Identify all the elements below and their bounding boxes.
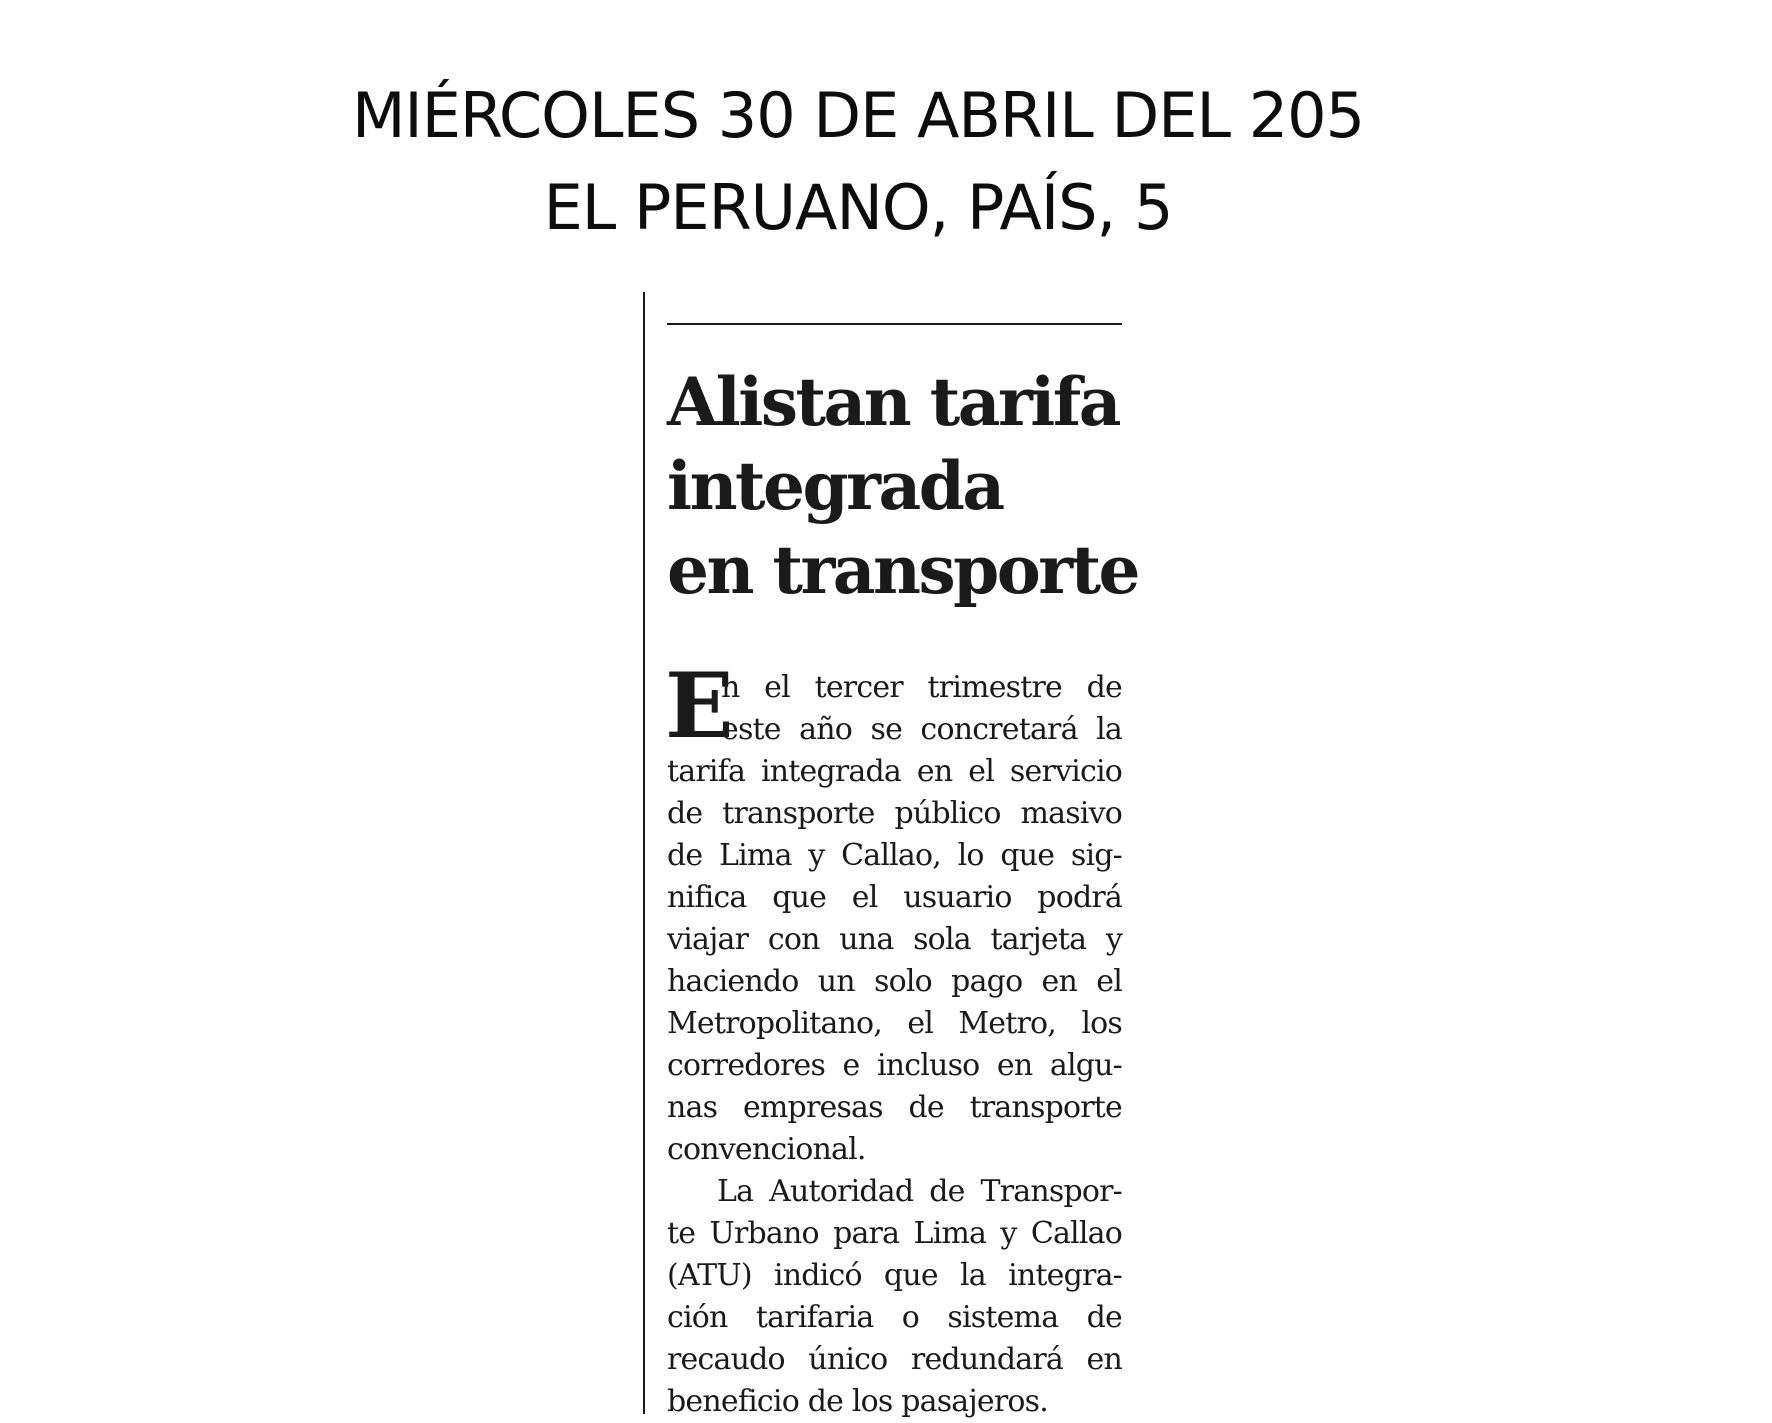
column-divider [643,292,645,1414]
article-headline [667,360,1137,612]
clipping-header [0,70,1716,254]
body-line: nifica que el usuario podrá [667,880,1122,915]
body-line: nas empresas de transporte [667,1090,1122,1125]
body-line: Metropolitano, el Metro, los [667,1006,1122,1041]
date-line: MIÉRCOLES 30 DE ABRIL DEL 205 [351,79,1365,152]
article-body [665,653,1122,1423]
headline-line: en transporte [667,531,1139,609]
drop-cap: E [665,653,733,759]
headline-line: integrada [667,447,1003,525]
body-line: (ATU) indicó que la integra- [667,1258,1122,1293]
source-line: EL PERUANO, PAÍS, 5 [543,171,1173,244]
body-line: de Lima y Callao, lo que sig- [667,838,1122,873]
body-line-text: n el tercer trimestre de [721,670,1122,705]
body-line: tarifa integrada en el servicio [667,754,1122,789]
headline-line: Alistan tarifa [667,363,1119,441]
body-line: este año se concretará la [721,712,1122,747]
headline-rule [667,323,1122,325]
paragraph-2 [667,1171,1122,1423]
body-line: corredores e incluso en algu- [667,1048,1122,1083]
paragraph-1 [665,653,1122,1171]
body-line: recaudo único redundará en [667,1342,1122,1377]
body-line: haciendo un solo pago en el [667,964,1122,999]
body-line: viajar con una sola tarjeta y [667,922,1122,957]
body-line: La Autoridad de Transpor- [717,1174,1122,1209]
body-line: de transporte público masivo [667,796,1122,831]
body-line: ción tarifaria o sistema de [667,1300,1122,1335]
body-line: convencional. [667,1132,866,1167]
body-line: te Urbano para Lima y Callao [667,1216,1122,1251]
body-line: beneficio de los pasajeros. [667,1384,1048,1419]
